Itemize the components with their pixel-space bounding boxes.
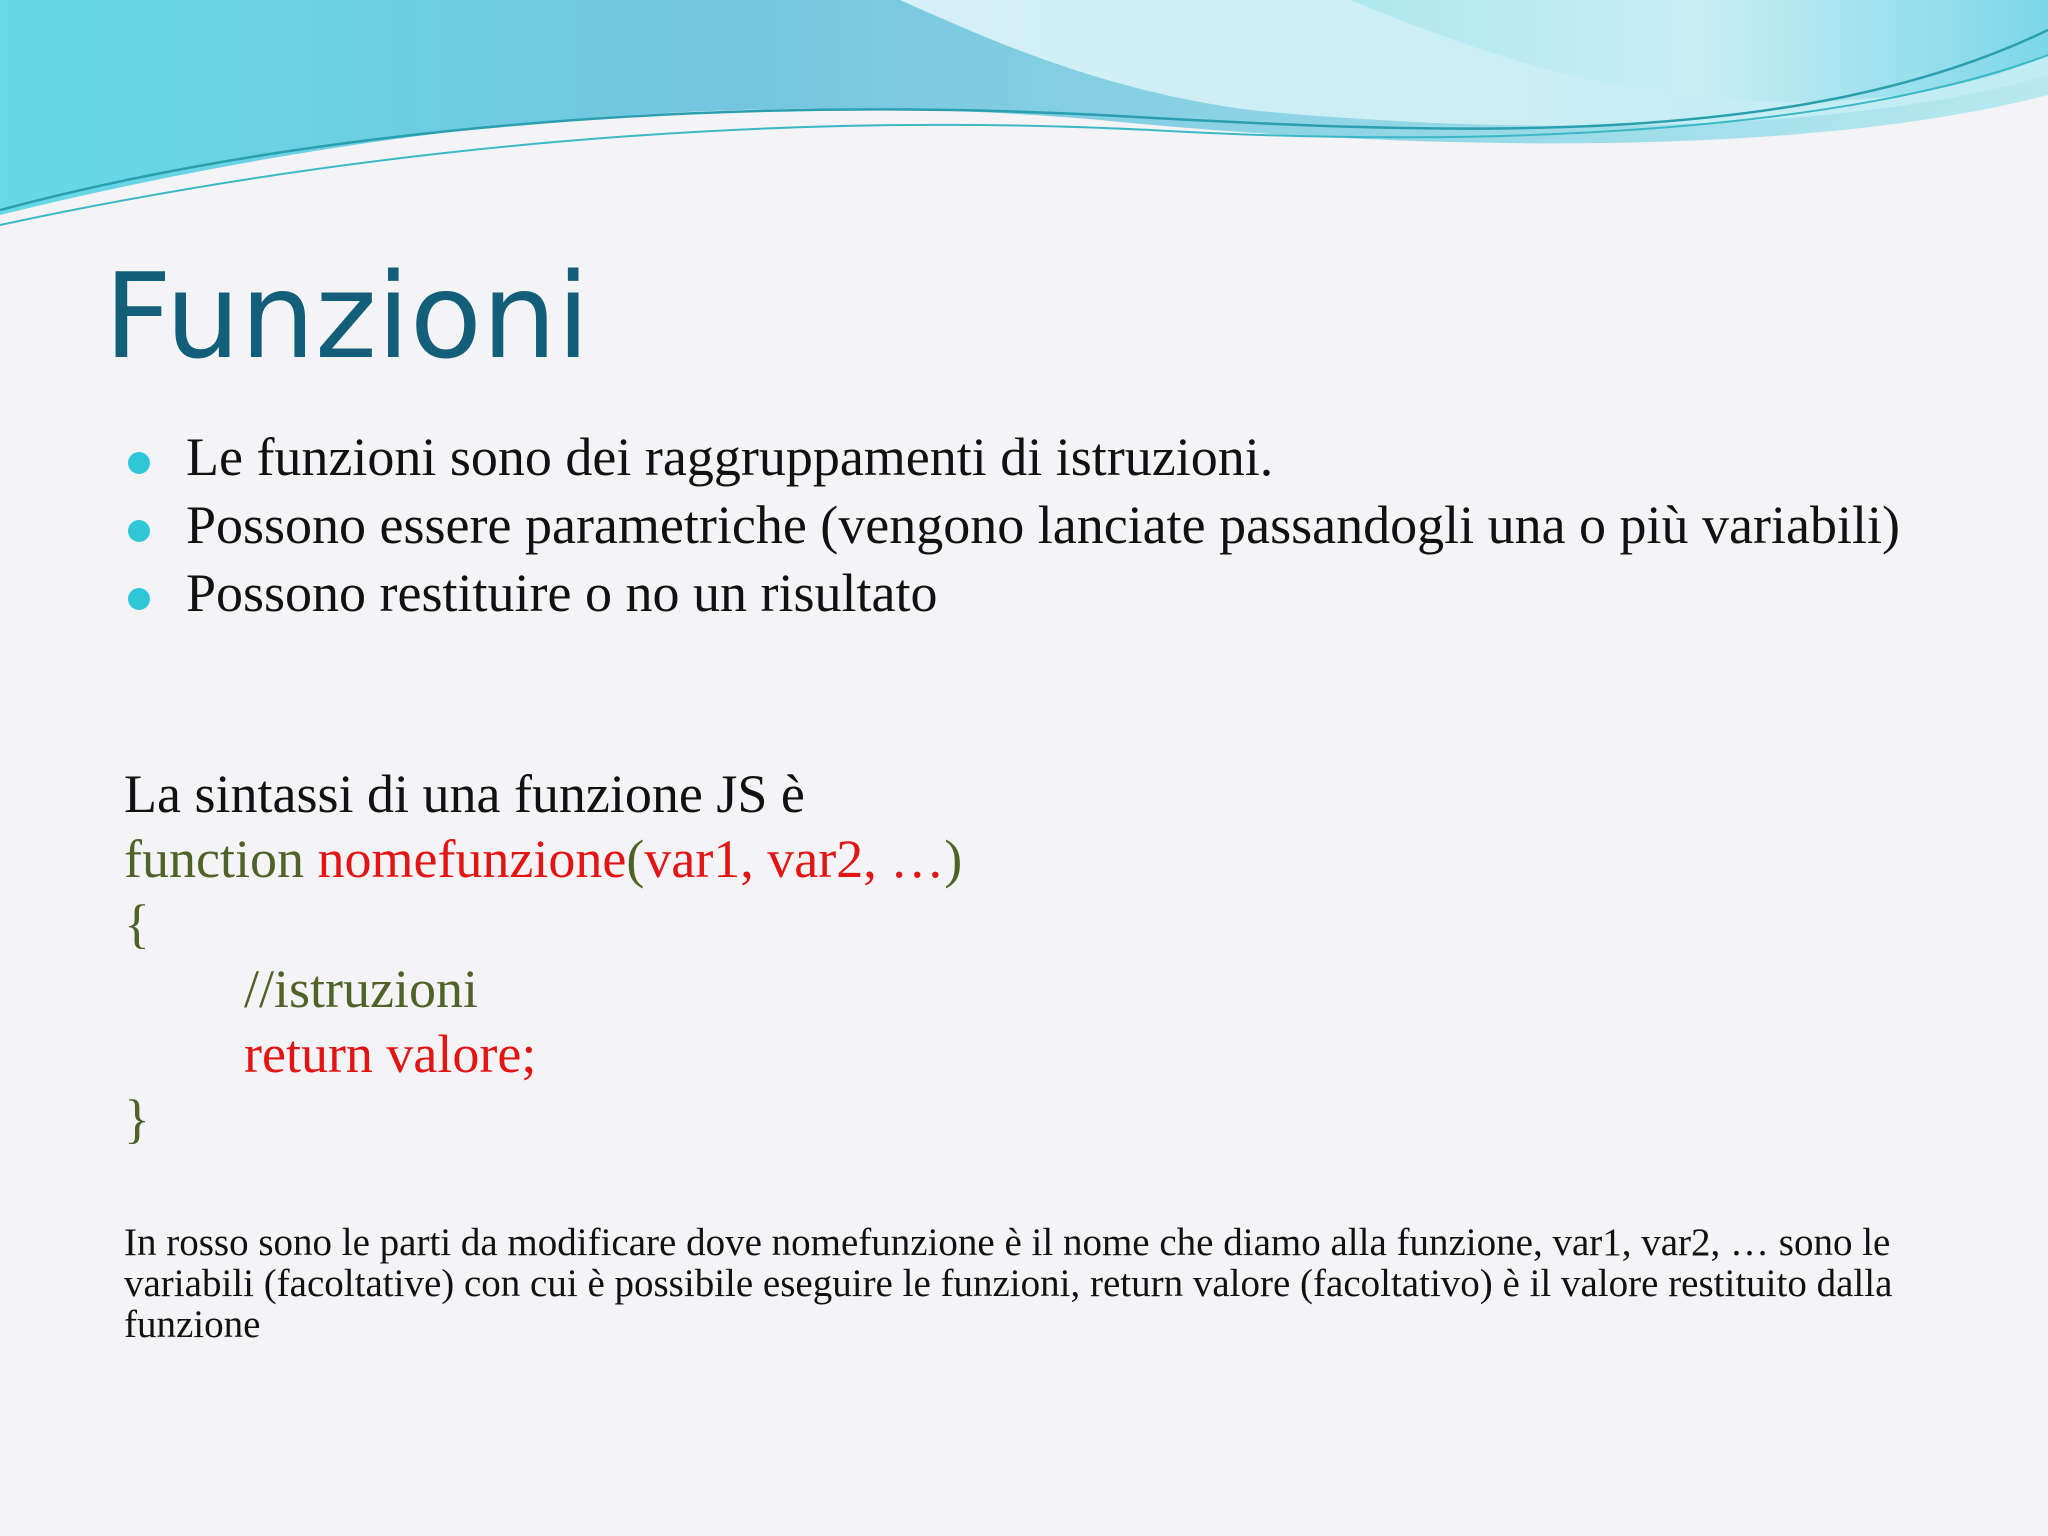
bullet-text: Le funzioni sono dei raggruppamenti di istruzioni.: [186, 427, 1274, 487]
close-brace: }: [124, 1089, 150, 1149]
wave-header-decoration: [0, 0, 2048, 240]
bullet-text: Possono essere parametriche (vengono lanciate passandogli una o più variabili): [186, 495, 1900, 555]
bullet-dot-icon: [128, 520, 150, 542]
bullet-dot-icon: [128, 588, 150, 610]
bullet-text: Possono restituire o no un risultato: [186, 563, 938, 623]
return-line: return valore;: [244, 1024, 537, 1084]
syntax-intro: La sintassi di una funzione JS è: [124, 764, 805, 824]
syntax-block: [124, 762, 962, 1152]
bullet-item: [124, 495, 1924, 555]
bullet-item: [124, 563, 1924, 623]
code-comment: //istruzioni: [244, 959, 478, 1019]
function-signature: [124, 827, 962, 892]
function-keyword: function: [124, 829, 318, 889]
bullet-dot-icon: [128, 452, 150, 474]
bullet-item: [124, 427, 1924, 487]
explanation-note: In rosso sono le parti da modificare dove nomefunzione è il nome che diamo alla funzione, var1, var2, … sono le variabili (facoltative) con cui è possibile eseguire le funzioni, return valore (facoltativo) è il valore restituito dalla funzione: [124, 1221, 1893, 1346]
open-brace: {: [124, 894, 150, 954]
function-params: var1, var2, …: [644, 829, 945, 889]
function-name: nomefunzione: [317, 829, 627, 889]
open-paren: (: [626, 829, 645, 889]
close-paren: ): [944, 829, 963, 889]
slide-title: Funzioni: [104, 247, 590, 385]
bullet-list: [124, 427, 1924, 634]
